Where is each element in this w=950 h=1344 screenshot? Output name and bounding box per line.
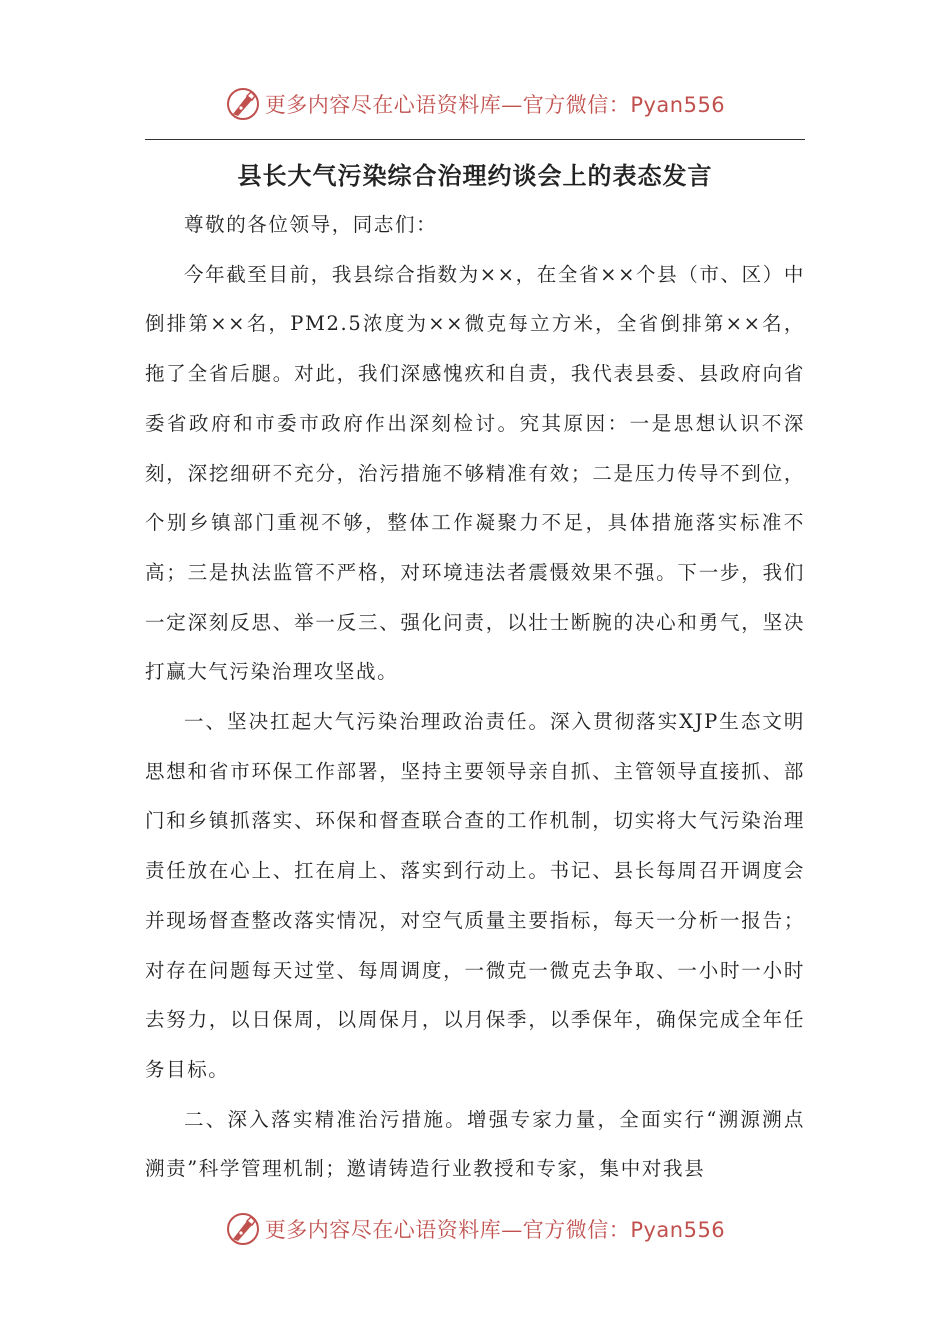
pen-nib-logo-icon (225, 86, 261, 122)
document-body (145, 200, 805, 1194)
document-title: 县长大气污染综合治理约谈会上的表态发言 (237, 162, 713, 190)
header-wechat-handle: Pyan556 (630, 93, 726, 117)
pen-nib-logo-icon (225, 1211, 261, 1247)
paragraph-intro: 今年截至目前，我县综合指数为××，在全省××个县（市、区）中倒排第××名，PM2.5浓度为××微克每立方米，全省倒排第××名，拖了全省后腿。对此，我们深感愧疚和自责，我代表县委、县政府向省委省政府和市委市政府作出深刻检讨。究其原因：一是思想认识不深刻，深挖细研不充分，治污措施不够精准有效；二是压力传导不到位，个别乡镇部门重视不够，整体工作凝聚力不足，具体措施落实标准不高；三是执法监管不严格，对环境违法者震慑效果不强。下一步，我们一定深刻反思、举一反三、强化问责，以壮士断腕的决心和勇气，坚决打赢大气污染治理攻坚战。 (145, 262, 805, 684)
header-watermark-text: 更多内容尽在心语资料库—官方微信：Pyan556 (264, 93, 726, 117)
header-divider (145, 139, 805, 140)
paragraph-section-one: 一、坚决扛起大气污染治理政治责任。深入贯彻落实XJP生态文明思想和省市环保工作部署，坚持主要领导亲自抓、主管领导直接抓、部门和乡镇抓落实、环保和督查联合查的工作机制，切实将大气污染治理责任放在心上、扛在肩上、落实到行动上。书记、县长每周召开调度会并现场督查整改落实情况，对空气质量主要指标，每天一分析一报告；对存在问题每天过堂、每周调度，一微克一微克去争取、一小时一小时去努力，以日保周，以周保月，以月保季，以季保年，确保完成全年任务目标。 (145, 710, 805, 1081)
footer-watermark-text: 更多内容尽在心语资料库—官方微信：Pyan556 (264, 1218, 726, 1242)
footer-watermark-banner (0, 1207, 950, 1251)
greeting: 尊敬的各位领导，同志们： (184, 213, 438, 236)
header-watermark-banner (0, 82, 950, 126)
paragraph-section-two: 二、深入落实精准治污措施。增强专家力量，全面实行“溯源溯点溯责”科学管理机制；邀请铸造行业教授和专家，集中对我县 (145, 1107, 805, 1181)
footer-wechat-handle: Pyan556 (630, 1218, 726, 1242)
